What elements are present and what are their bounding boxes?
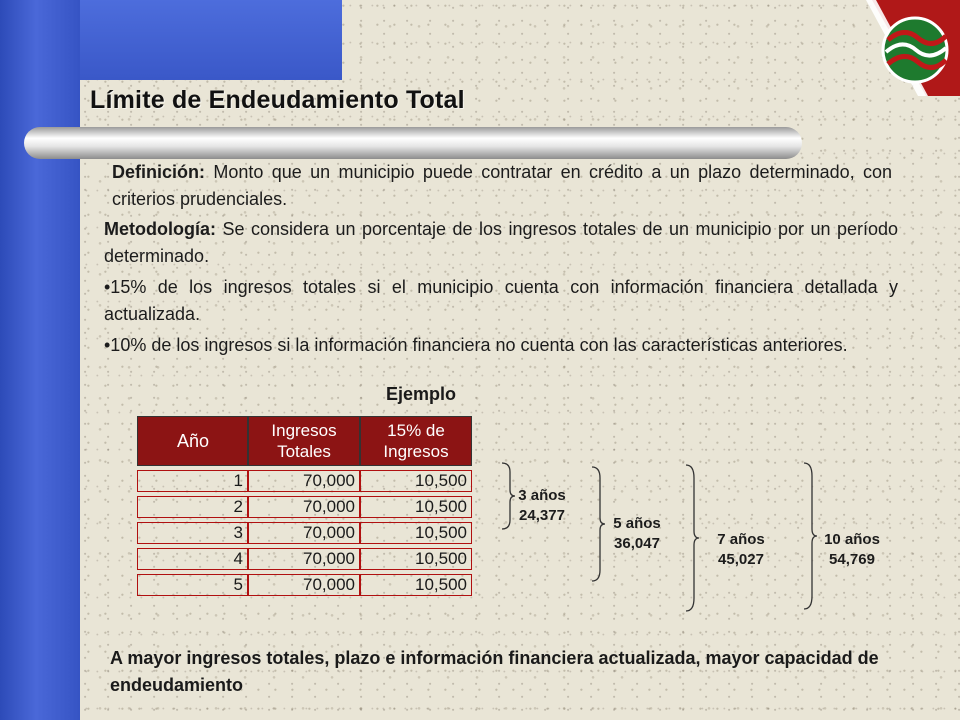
top-blue-block [80,0,342,80]
cell-income: 70,000 [248,470,360,492]
cell-year: 2 [137,496,248,518]
bullet-15-percent: •15% de los ingresos totales si el municipio cuenta con información financiera detallada y actualizada. [104,277,898,324]
group-value: 24,377 [519,507,565,524]
cell-year: 3 [137,522,248,544]
header-total-income-text: Ingresos Totales [271,421,337,461]
header-year: Año [137,416,248,466]
methodology-text: Se considera un porcentaje de los ingresos totales de un municipio por un período determinado. [104,219,898,266]
definition-paragraph [112,159,892,213]
table-row [137,470,472,492]
cell-year: 5 [137,574,248,596]
group-label: 3 años [518,487,566,504]
conclusion-text: A mayor ingresos totales, plazo e información financiera actualizada, mayor capacidad de endeudamiento [110,648,879,695]
example-table [137,412,472,600]
group-7-years [706,530,776,570]
page-title: Límite de Endeudamiento Total [90,86,465,114]
brace-7-years [684,464,700,612]
group-label: 10 años [824,531,880,548]
left-blue-bar [0,0,80,720]
cell-percent: 10,500 [360,548,472,570]
group-3-years [512,486,572,526]
table-row [137,574,472,596]
definition-text: Monto que un municipio puede contratar en crédito a un plazo determinado, con criterios prudenciales. [112,162,892,209]
group-5-years [604,514,670,554]
table-header-row [137,416,472,466]
group-value: 36,047 [614,535,660,552]
group-label: 7 años [717,531,765,548]
bullet-10-percent: •10% de los ingresos si la información financiera no cuenta con las características anteriores. [104,335,848,355]
cell-percent: 10,500 [360,574,472,596]
table-row [137,522,472,544]
header-15-percent-text: 15% de Ingresos [383,421,449,461]
cell-year: 4 [137,548,248,570]
title-underline-pipe [24,127,802,159]
definition-label: Definición: [112,162,205,182]
table-row [137,548,472,570]
group-value: 45,027 [718,551,764,568]
table-row [137,496,472,518]
methodology-label: Metodología: [104,219,216,239]
header-15-percent [360,416,472,466]
cell-percent: 10,500 [360,470,472,492]
cell-percent: 10,500 [360,496,472,518]
methodology-paragraph [104,216,898,270]
cell-income: 70,000 [248,574,360,596]
group-value: 54,769 [829,551,875,568]
institution-logo-icon [866,0,960,96]
cell-year: 1 [137,470,248,492]
cell-income: 70,000 [248,496,360,518]
group-10-years [812,530,892,570]
cell-income: 70,000 [248,522,360,544]
group-label: 5 años [613,515,661,532]
example-heading: Ejemplo [386,384,457,404]
cell-income: 70,000 [248,548,360,570]
cell-percent: 10,500 [360,522,472,544]
header-total-income [248,416,360,466]
